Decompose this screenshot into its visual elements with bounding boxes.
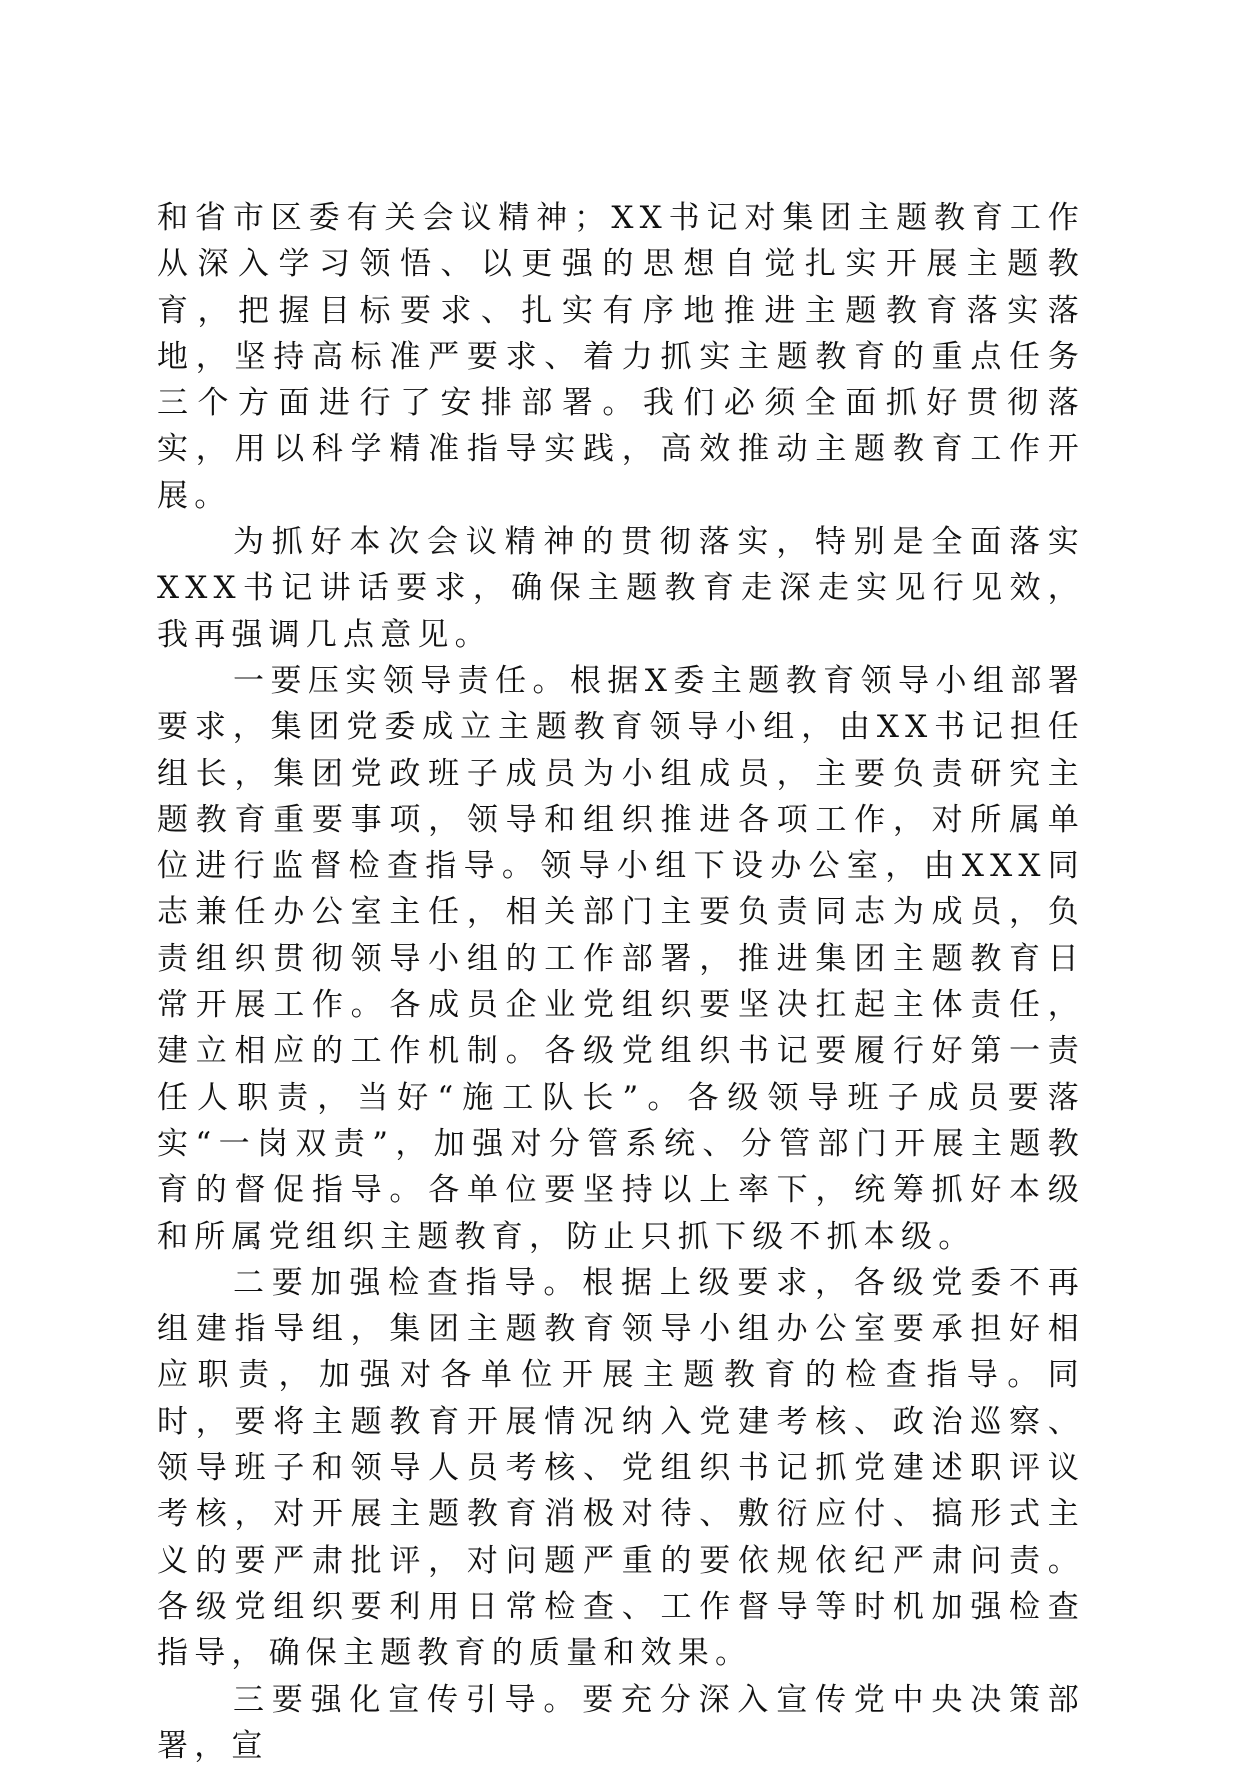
paragraph-leadership-responsibility: 一要压实领导责任。根据X委主题教育领导小组部署要求，集团党委成立主题教育领导小组，由XX书记担任组长，集团党政班子成员为小组成员，主要负责研究主题教育重要事项，领导和组织推进各项工作，对所属单位进行监督检查指导。领导小组下设办公室，由XXX同志兼任办公室主任，相关部门主要负责同志为成员，负责组织贯彻领导小组的工作部署，推进集团主题教育日常开展工作。各成员企业党组织要坚决扛起主体责任，建立相应的工作机制。各级党组织书记要履行好第一责任人职责，当好“施工队长”。各级领导班子成员要落实“一岗双责”，加强对分管系统、分管部门开展主题教育的督促指导。各单位要坚持以上率下，统筹抓好本级和所属党组织主题教育，防止只抓下级不抓本级。 bbox=[157, 658, 1085, 1260]
paragraph-inspection-guidance: 二要加强检查指导。根据上级要求，各级党委不再组建指导组，集团主题教育领导小组办公室要承担好相应职责，加强对各单位开展主题教育的检查指导。同时，要将主题教育开展情况纳入党建考核、政治巡察、领导班子和领导人员考核、党组织书记抓党建述职评议考核，对开展主题教育消极对待、敷衍应付、搞形式主义的要严肃批评，对问题严重的要依规依纪严肃问责。各级党组织要利用日常检查、工作督导等时机加强检查指导，确保主题教育的质量和效果。 bbox=[157, 1260, 1085, 1677]
paragraph-publicity-guidance: 三要强化宣传引导。要充分深入宣传党中央决策部署，宣 bbox=[157, 1677, 1085, 1769]
paragraph-implementation-intro: 为抓好本次会议精神的贯彻落实，特别是全面落实XXX书记讲话要求，确保主题教育走深走实见行见效，我再强调几点意见。 bbox=[157, 519, 1085, 658]
document-body bbox=[157, 195, 1085, 1769]
paragraph-continued: 和省市区委有关会议精神；XX书记对集团主题教育工作从深入学习领悟、以更强的思想自觉扎实开展主题教育，把握目标要求、扎实有序地推进主题教育落实落地，坚持高标准严要求、着力抓实主题教育的重点任务三个方面进行了安排部署。我们必须全面抓好贯彻落实，用以科学精准指导实践，高效推动主题教育工作开展。 bbox=[157, 195, 1085, 519]
